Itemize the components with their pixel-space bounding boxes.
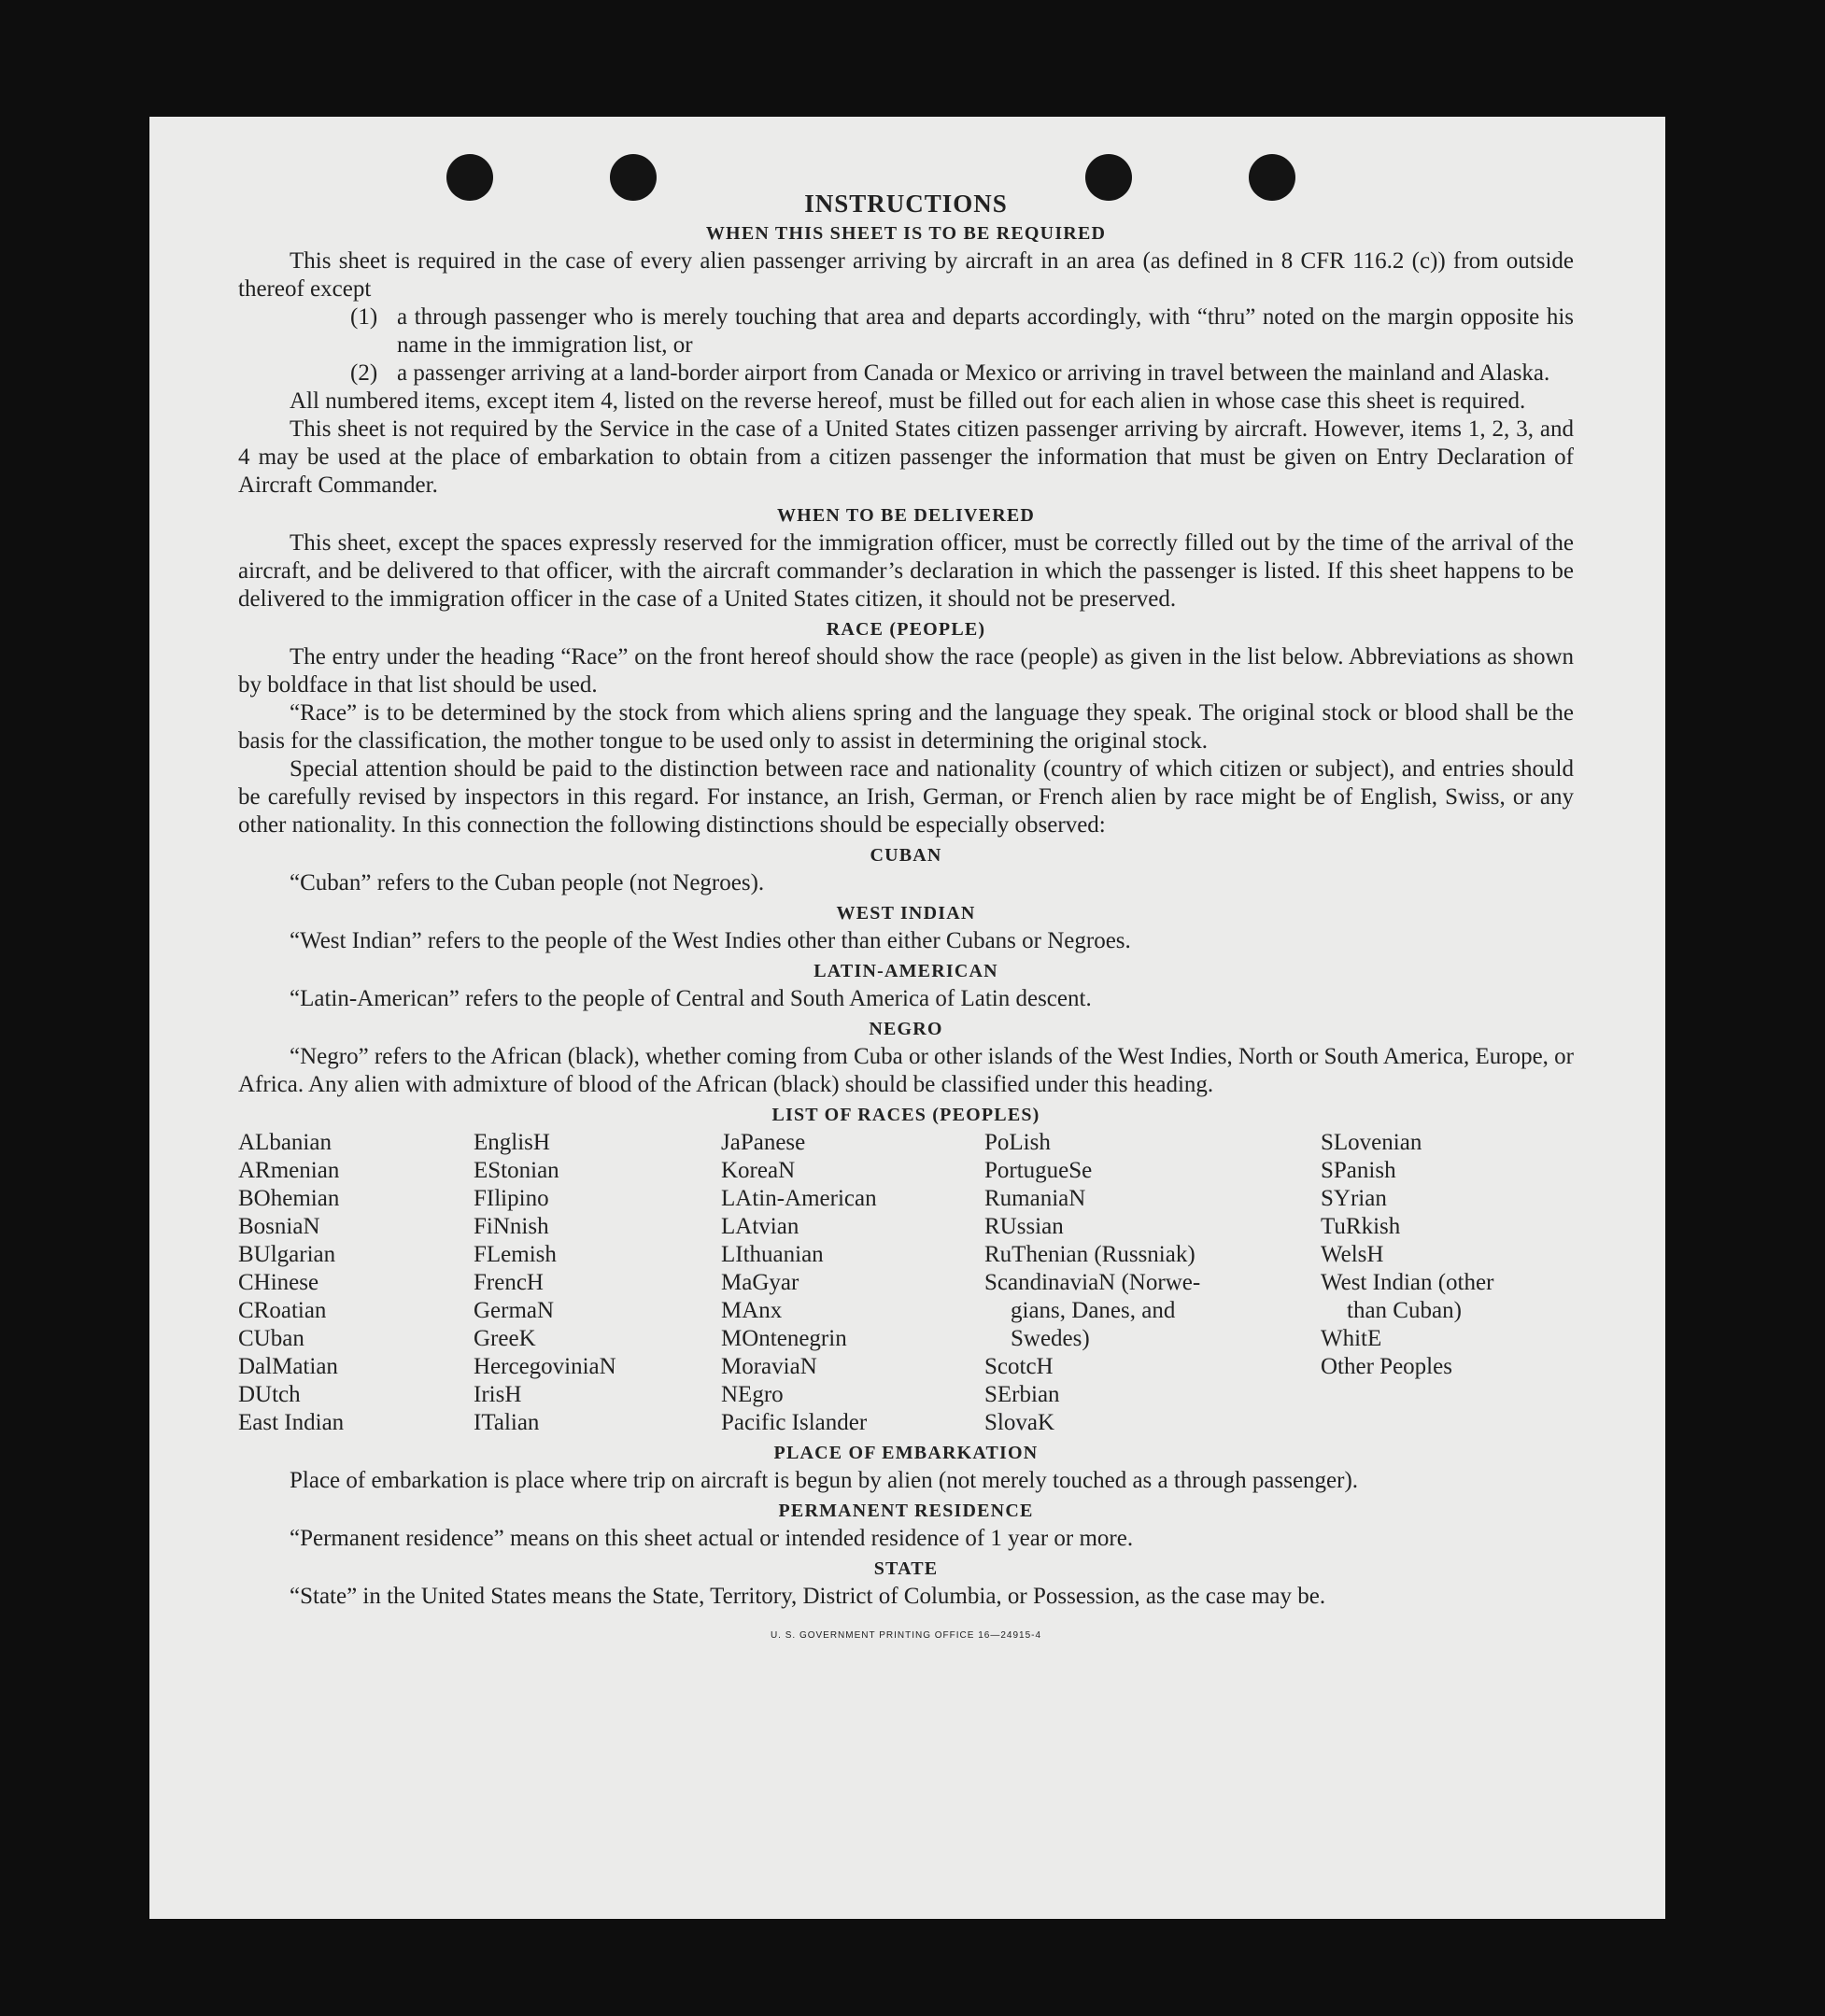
race-entry: East Indian	[238, 1410, 345, 1435]
race-entry: BOhemian	[238, 1186, 340, 1211]
race-entry: FiNnish	[474, 1214, 549, 1239]
race-entry: PoLish	[984, 1130, 1051, 1155]
race-entry: BosniaN	[238, 1214, 320, 1239]
list-item	[238, 359, 1574, 388]
race-entry: than Cuban)	[1347, 1298, 1462, 1323]
paragraph: This sheet, except the spaces expressly reserved for the immigration officer, must be correctly filled out by the time of the arrival of the aircraft, and be delivered to that officer, with the aircraft commander’s declaration in which the passenger is listed. If this sheet happens to be delivered to the immigration officer in the case of a United States citizen, it should not be preserved.	[238, 530, 1574, 612]
race-entry: KoreaN	[721, 1158, 796, 1183]
race-entry: WelsH	[1321, 1242, 1384, 1267]
race-entry: SPanish	[1321, 1158, 1396, 1183]
heading-embarkation: PLACE OF EMBARKATION	[773, 1443, 1039, 1463]
race-entry: CRoatian	[238, 1298, 327, 1323]
paragraph: Special attention should be paid to the distinction between race and nationality (country of which citizen or subject), and entries should be carefully revised by inspectors in this regard. For instance, an Irish, German, or French alien by race might be of English, Swiss, or any other nationality. In this connection the following distinctions should be especially observed:	[238, 756, 1574, 838]
race-entry: Pacific Islander	[721, 1410, 868, 1435]
race-entry: MoraviaN	[721, 1354, 817, 1379]
race-entry: MAnx	[721, 1298, 783, 1323]
race-entry: LAtin-American	[721, 1186, 877, 1211]
race-entry: PortugueSe	[984, 1158, 1093, 1183]
race-list	[238, 1129, 1574, 1437]
race-entry: MOntenegrin	[721, 1326, 847, 1351]
race-entry: ScandinaviaN (Norwe-	[984, 1270, 1201, 1295]
race-entry: JaPanese	[721, 1130, 806, 1155]
race-entry: EStonian	[474, 1158, 559, 1183]
document-sheet	[149, 117, 1665, 1919]
item-number: (2)	[350, 360, 378, 386]
heading-state: STATE	[873, 1558, 939, 1579]
paragraph: “Cuban” refers to the Cuban people (not Negroes).	[290, 870, 765, 895]
race-entry: FLemish	[474, 1242, 557, 1267]
race-entry: MaGyar	[721, 1270, 799, 1295]
item-text: a through passenger who is merely touching that area and departs accordingly, with “thru” noted on the margin opposite his name in the immigration list, or	[397, 304, 1574, 358]
race-entry: FIlipino	[474, 1186, 549, 1211]
heading-race: RACE (PEOPLE)	[826, 619, 986, 640]
race-entry: IrisH	[474, 1382, 522, 1407]
paragraph: “Negro” refers to the African (black), whether coming from Cuba or other islands of the West Indies, North or South America, Europe, or Africa. Any alien with admixture of blood of the African (black) should be classified under this heading.	[238, 1044, 1574, 1097]
race-entry: NEgro	[721, 1382, 784, 1407]
race-entry: Other Peoples	[1321, 1354, 1452, 1379]
heading-negro: NEGRO	[869, 1019, 943, 1039]
race-entry: RumaniaN	[984, 1186, 1086, 1211]
race-entry: SErbian	[984, 1382, 1060, 1407]
race-entry: ITalian	[474, 1410, 540, 1435]
race-entry: SLovenian	[1321, 1130, 1422, 1155]
race-entry: ALbanian	[238, 1130, 332, 1155]
heading-when-required: WHEN THIS SHEET IS TO BE REQUIRED	[705, 223, 1107, 244]
race-entry: LAtvian	[721, 1214, 799, 1239]
race-entry: DUtch	[238, 1382, 301, 1407]
paragraph: The entry under the heading “Race” on the front hereof should show the race (people) as given in the list below. Abbreviations as shown by boldface in that list should be used.	[238, 644, 1574, 698]
race-column	[1321, 1129, 1573, 1437]
race-entry: CUban	[238, 1326, 304, 1351]
printer-imprint: U. S. GOVERNMENT PRINTING OFFICE 16—24915-4	[770, 1630, 1042, 1641]
race-entry: LIthuanian	[721, 1242, 824, 1267]
race-entry: DalMatian	[238, 1354, 338, 1379]
race-column	[238, 1129, 474, 1437]
heading-when-delivered: WHEN TO BE DELIVERED	[776, 505, 1036, 526]
paragraph: “State” in the United States means the State, Territory, District of Columbia, or Possession, as the case may be.	[290, 1584, 1326, 1609]
paragraph: All numbered items, except item 4, listed on the reverse hereof, must be filled out for each alien in whose case this sheet is required.	[290, 388, 1526, 414]
heading-west-indian: WEST INDIAN	[836, 903, 976, 923]
race-entry: RuThenian (Russniak)	[984, 1242, 1195, 1267]
race-entry: ARmenian	[238, 1158, 340, 1183]
race-entry: FrencH	[474, 1270, 544, 1295]
race-entry: HercegoviniaN	[474, 1354, 616, 1379]
heading-latin-american: LATIN-AMERICAN	[813, 961, 998, 981]
paragraph: “Permanent residence” means on this sheet actual or intended residence of 1 year or more.	[290, 1526, 1134, 1551]
list-item	[238, 303, 1574, 359]
heading-list-of-races: LIST OF RACES (PEOPLES)	[771, 1105, 1040, 1125]
race-entry: GreeK	[474, 1326, 536, 1351]
race-entry: RUssian	[984, 1214, 1064, 1239]
race-entry: gians, Danes, and	[1011, 1298, 1176, 1323]
race-entry: EnglisH	[474, 1130, 550, 1155]
heading-cuban: CUBAN	[870, 845, 942, 866]
race-entry: West Indian (other	[1321, 1270, 1494, 1295]
race-column	[474, 1129, 721, 1437]
paragraph: Place of embarkation is place where trip on aircraft is begun by alien (not merely touched as a through passenger).	[290, 1468, 1359, 1493]
race-entry: GermaN	[474, 1298, 555, 1323]
page-title: INSTRUCTIONS	[804, 190, 1008, 218]
paragraph: This sheet is required in the case of every alien passenger arriving by aircraft in an area (as defined in 8 CFR 116.2 (c)) from outside thereof except	[238, 248, 1574, 302]
race-column	[984, 1129, 1321, 1437]
race-entry: SlovaK	[984, 1410, 1054, 1435]
race-entry: SYrian	[1321, 1186, 1387, 1211]
heading-permanent-residence: PERMANENT RESIDENCE	[778, 1501, 1034, 1521]
item-text: a passenger arriving at a land-border airport from Canada or Mexico or arriving in travel between the mainland and Alaska.	[397, 360, 1550, 386]
race-entry: BUlgarian	[238, 1242, 336, 1267]
paragraph: This sheet is not required by the Service in the case of a United States citizen passenger arriving by aircraft. However, items 1, 2, 3, and 4 may be used at the place of embarkation to obtain from a citizen passenger the information that must be given on Entry Declaration of Aircraft Commander.	[238, 416, 1574, 498]
race-column	[721, 1129, 984, 1437]
race-entry: ScotcH	[984, 1354, 1054, 1379]
paragraph: “Race” is to be determined by the stock from which aliens spring and the language they speak. The original stock or blood shall be the basis for the classification, the mother tongue to be used only to assist in determining the original stock.	[238, 700, 1574, 754]
paragraph: “West Indian” refers to the people of the West Indies other than either Cubans or Negroes.	[290, 928, 1131, 953]
race-entry: TuRkish	[1321, 1214, 1401, 1239]
race-entry: Swedes)	[1011, 1326, 1090, 1351]
instructions-body	[238, 190, 1574, 1650]
item-number: (1)	[350, 304, 378, 330]
race-entry: WhitE	[1321, 1326, 1382, 1351]
paragraph: “Latin-American” refers to the people of Central and South America of Latin descent.	[290, 986, 1092, 1011]
race-entry: CHinese	[238, 1270, 319, 1295]
